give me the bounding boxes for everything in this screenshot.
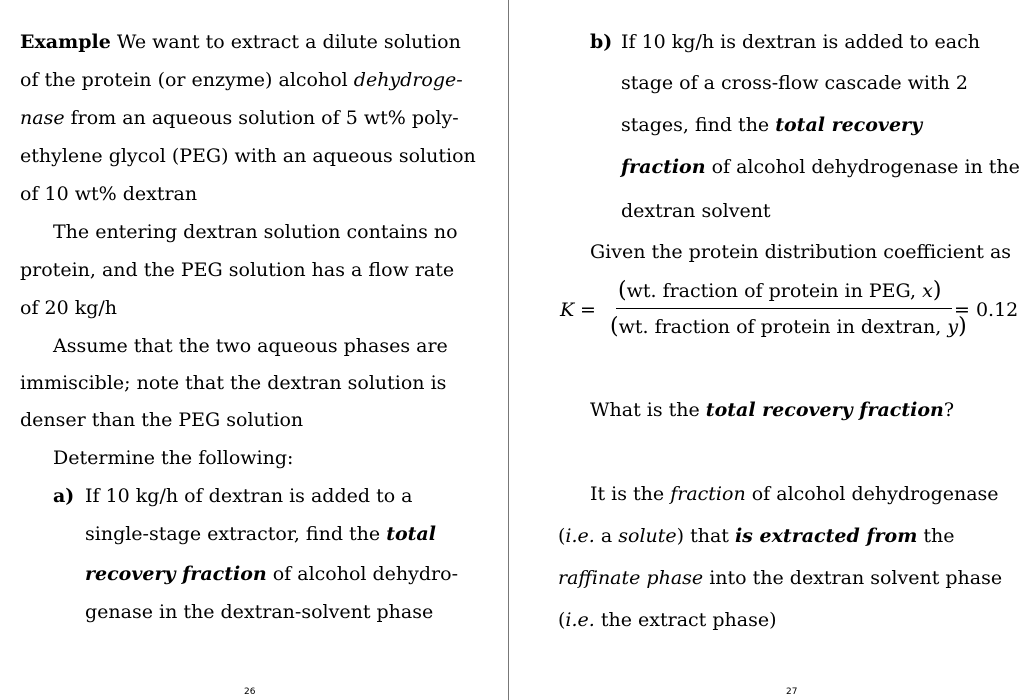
example-label: Example (20, 31, 111, 53)
emphasis-span: total (386, 523, 436, 545)
emphasis-span: fraction (621, 156, 706, 178)
equation-denominator: (wt. fraction of protein in dextran, y) (610, 314, 967, 339)
text-span: ) that (676, 525, 735, 547)
distribution-coefficient-equation (560, 278, 1020, 348)
equation-numerator: (wt. fraction of protein in PEG, x) (618, 278, 942, 303)
text-span-italic: nase (20, 107, 65, 129)
item-b-label: b) (590, 31, 613, 53)
item-a-line-3 (85, 562, 458, 586)
item-a-label: a) (53, 485, 75, 507)
text-span: from an aqueous solution of 5 wt% poly- (64, 107, 459, 129)
equation-lhs: K (560, 299, 575, 321)
left-page (0, 0, 508, 700)
page-number-right: 27 (786, 687, 798, 697)
item-a-line-2 (85, 522, 436, 546)
question-line (590, 398, 954, 422)
equals-sign: = (580, 299, 596, 321)
text-span-italic: fraction (670, 483, 746, 505)
item-b-line-5: dextran solvent (621, 200, 771, 222)
item-a-line-4: genase in the dextran-solvent phase (85, 601, 434, 623)
example-line-3 (20, 106, 459, 130)
example-line-6: The entering dextran solution contains no (53, 221, 458, 243)
answer-line-1 (590, 482, 999, 506)
text-span: single-stage extractor, find the (85, 523, 387, 545)
emphasis-span: recovery fraction (85, 563, 267, 585)
answer-line-4 (558, 608, 776, 632)
item-b-line-3 (621, 113, 922, 137)
text-span: ( (558, 525, 566, 547)
text-span: of alcohol dehydrogenase in the (705, 156, 1020, 178)
example-line-12: Determine the following: (53, 447, 294, 469)
text-span: the extract phase) (594, 609, 777, 631)
example-line-8: of 20 kg/h (20, 297, 118, 319)
text-span: of the protein (or enzyme) alcohol (20, 69, 354, 91)
item-a-line-1: If 10 kg/h of dextran is added to a (85, 485, 413, 507)
text-span: It is the (590, 483, 671, 505)
example-line-1 (20, 30, 461, 54)
text-span-italic: i.e. (565, 525, 595, 547)
text-span: ( (558, 609, 566, 631)
emphasis-span: total recovery fraction (705, 399, 944, 421)
numerator-variable: x (922, 280, 933, 302)
text-span: the (917, 525, 955, 547)
answer-line-2 (558, 524, 954, 548)
text-span-italic: i.e. (565, 609, 595, 631)
page-divider (508, 0, 509, 700)
denominator-variable: y (947, 316, 959, 338)
text-span: of alcohol dehydro- (266, 563, 458, 585)
example-line-11: denser than the PEG solution (20, 409, 304, 431)
text-span: ? (943, 399, 955, 421)
example-line-2 (20, 68, 463, 92)
equation-rhs: = 0.12 (954, 299, 1019, 321)
text-span: into the dextran solvent phase (703, 567, 1003, 589)
answer-line-3 (558, 566, 1002, 590)
numerator-text: wt. fraction of protein in PEG, (626, 280, 923, 302)
example-line-9: Assume that the two aqueous phases are (53, 335, 448, 357)
text-span: of alcohol dehydrogenase (745, 483, 999, 505)
example-line-5: of 10 wt% dextran (20, 183, 198, 205)
example-line-7: protein, and the PEG solution has a flow rate (20, 259, 455, 281)
text-span: We want to extract a dilute solution (116, 31, 461, 53)
item-b-line-2: stage of a cross-flow cascade with 2 (621, 72, 969, 94)
text-span: What is the (590, 399, 706, 421)
text-span: stages, find the (621, 114, 776, 136)
text-span-italic: solute (618, 525, 677, 547)
item-b-line-4 (621, 155, 1020, 179)
text-span: a (594, 525, 619, 547)
text-span-italic: dehydroge- (353, 69, 463, 91)
text-span-italic: raffinate phase (558, 567, 704, 589)
item-b-line-1: If 10 kg/h is dextran is added to each (621, 31, 980, 53)
emphasis-span: total recovery (775, 114, 923, 136)
emphasis-span: is extracted from (734, 525, 918, 547)
example-line-10: immiscible; note that the dextran solution is (20, 372, 447, 394)
example-line-4: ethylene glycol (PEG) with an aqueous solution (20, 145, 476, 167)
fraction-bar (616, 308, 952, 309)
page-number-left: 26 (244, 687, 256, 697)
given-line: Given the protein distribution coefficient as (590, 241, 1012, 263)
denominator-text: wt. fraction of protein in dextran, (618, 316, 948, 338)
right-page (512, 0, 1024, 700)
